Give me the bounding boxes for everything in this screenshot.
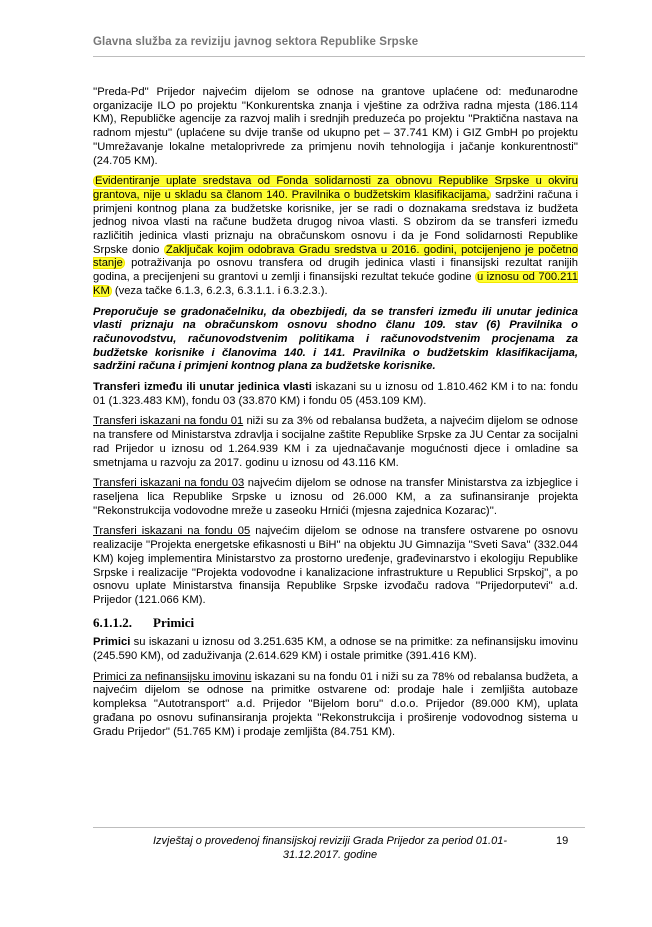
header-divider <box>93 56 585 57</box>
fund-05-text: najvećim dijelom se odnose na transfere ostvarene po osnovu realizacije ''Projekta energetske efikasnosti u BiH'' na objektu JU Gimnazija ''Sveti Sava'' (332.044 KM) kojeg implementira Ministarstvo za prostorno uređenje, građevinarstvo i ekologiju Republike Srpske i realizacije ''Projekta vodovodne i kanalizacione infrastrukture u Republici Srpskoj'', a po osnovu uplate Ministarstva finansija Republike Srpske izvođaču radova ''Prijedorputevi'' a.d. Prijedor (121.066 KM). <box>93 525 578 606</box>
paragraph-fund-03 <box>93 477 578 518</box>
transfers-text: iskazani su u iznosu od 1.810.462 KM i to na: fondu 01 (1.323.483 KM), fondu 03 (33.870 KM) i fondu 05 (453.109 KM). <box>93 381 578 407</box>
recommendation: Preporučuje se gradonačelniku, da obezbijedi, da se transferi između ili unutar jedinica vlasti priznaju na obračunskom osnovu shodno članu 109. stav (6) Pravilnika o računovodstvu, računovodstvenim politikama i računovodstvenim procjenama za budžetske korisnike i članovima 140. i 141. Pravilnika o budžetskim klasifikacijama, sadržini računa i primjeni kontnog plana za budžetske korisnike. <box>93 305 578 373</box>
nonfinancial-assets-term: Primici za nefinansijsku imovinu <box>93 670 252 683</box>
paragraph-fund-05 <box>93 525 578 607</box>
paragraph-finding-text-1: sadržini računa i primjeni kontnog plana za budžetske korisnike, jer se radi o doznakama sredstava iz budžeta jednog nivoa vlasti na račune budžeta drugog nivoa vlasti. S obzirom da se transferi između različitih jedinica vlasti priznaju na obračunskom osnovu i da je Fond solidarnosti Republike Srpske donio <box>93 188 578 256</box>
fund-01-text: niži su za 3% od rebalansa budžeta, a najvećim dijelom se odnose na transfere od Ministarstva zdravlja i socijalne zaštite Republike Srpske za JU Centar za socijalni rad Prijedor u iznosu od 1.264.939 KM i za ujednačavanje mogućnosti djece i omladine sa smetnjama u razvoju za 2017. godinu u iznosu od 43.116 KM. <box>93 415 578 469</box>
paragraph-nonfinancial-assets <box>93 671 578 740</box>
receipts-term: Primici <box>93 636 131 649</box>
fund-05-term: Transferi iskazani na fondu 05 <box>93 525 251 538</box>
paragraph-fund-01 <box>93 415 578 470</box>
section-heading <box>93 616 578 630</box>
section-number: 6.1.1.2. <box>93 614 132 630</box>
footer-divider <box>93 827 585 828</box>
receipts-text: su iskazani u iznosu od 3.251.635 KM, a odnose se na primitke: za nefinansijsku imovinu (245.590 KM), od zaduživanja (2.614.629 KM) i ostale primitke (391.416 KM). <box>93 636 578 663</box>
paragraph-receipts <box>93 636 578 663</box>
paragraph-finding <box>93 175 578 298</box>
highlight-finding-3: u iznosu od 700.211 KM <box>93 271 578 297</box>
footer-text: Izvještaj o provedenoj finansijskoj reviziji Grada Prijedor za period 01.01-31.12.2017. godine <box>152 835 507 861</box>
highlight-finding-2: Zaključak kojim odobrava Gradu sredstva u 2016. godini, potcijenjeno je početno stanje <box>93 243 578 270</box>
nonfinancial-assets-text: iskazani su na fondu 01 i niži su za 78% od rebalansa budžeta, a najvećim dijelom se odnose na primitke ostvarene od: prodaje hale i zemljišta autobaze kompleksa ''Autotransport'' a.d. Prijedor ''Bijelom boru'' d.o.o. Prijedor (89.000 KM), uplata građana po osnovu sufinansiranja projekta ''Rekonstrukcija i proširenje vodovodnog sistema u Gradu Prijedor'' (51.765 KM) i prodaje zemljišta (84.751 KM). <box>93 670 578 738</box>
highlight-finding-1: Evidentiranje uplate sredstava od Fonda solidarnosti za obnovu Republike Srpske u okviru grantova, nije u skladu sa članom 140. Pravilnika o budžetskim klasifikacijama, <box>93 175 578 201</box>
paragraph-transfers <box>93 381 578 408</box>
document-body <box>93 86 578 746</box>
page-number: 19 <box>556 835 569 847</box>
paragraph-finding-text-2: potraživanja po osnovu transfera od drugih jedinica vlasti i finansijski rezultat ranijih godina, a precijenjeni su grantovi u zemlji i finansijski rezultat tekuće godine <box>93 257 578 284</box>
paragraph-grants: ''Preda-Pd'' Prijedor najvećim dijelom se odnose na grantove uplaćene od: međunarodne organizacije ILO po projektu ''Konkurentska znanja i vještine za održiva radna mjesta (186.114 KM), Republičke agencije za razvoj malih i srednjih preduzeća po projektu ''Praktična nastava na radnom mjestu'' (uplaćene su dvije tranše od ukupno pet – 37.741 KM) i GIZ GmbH po projektu ''Umrežavanje lokalne metaloprivrede za primjenu novih tehnologija i jačanje konkurentnosti'' (24.705 KM). <box>93 86 578 167</box>
paragraph-finding-text-3: (veza tačke 6.1.3, 6.2.3, 6.3.1.1. i 6.3.2.3.). <box>111 284 328 297</box>
transfers-term: Transferi između ili unutar jedinica vlasti <box>93 381 312 394</box>
fund-01-term: Transferi iskazani na fondu 01 <box>93 415 244 428</box>
fund-03-text: najvećim dijelom se odnose na transfer Ministarstva za izbjeglice i raseljena lica Republike Srpske u iznosu od 26.000 KM, a za sufinansiranje projekta ''Rekonstrukcija vodovodne mreže u zaseoku Hrnići (mjesna zajednica Kozarac)''. <box>93 477 578 517</box>
fund-03-term: Transferi iskazani na fondu 03 <box>93 477 245 490</box>
section-title: Primici <box>153 614 195 630</box>
page-header-title: Glavna služba za reviziju javnog sektora Republike Srpske <box>93 36 419 48</box>
